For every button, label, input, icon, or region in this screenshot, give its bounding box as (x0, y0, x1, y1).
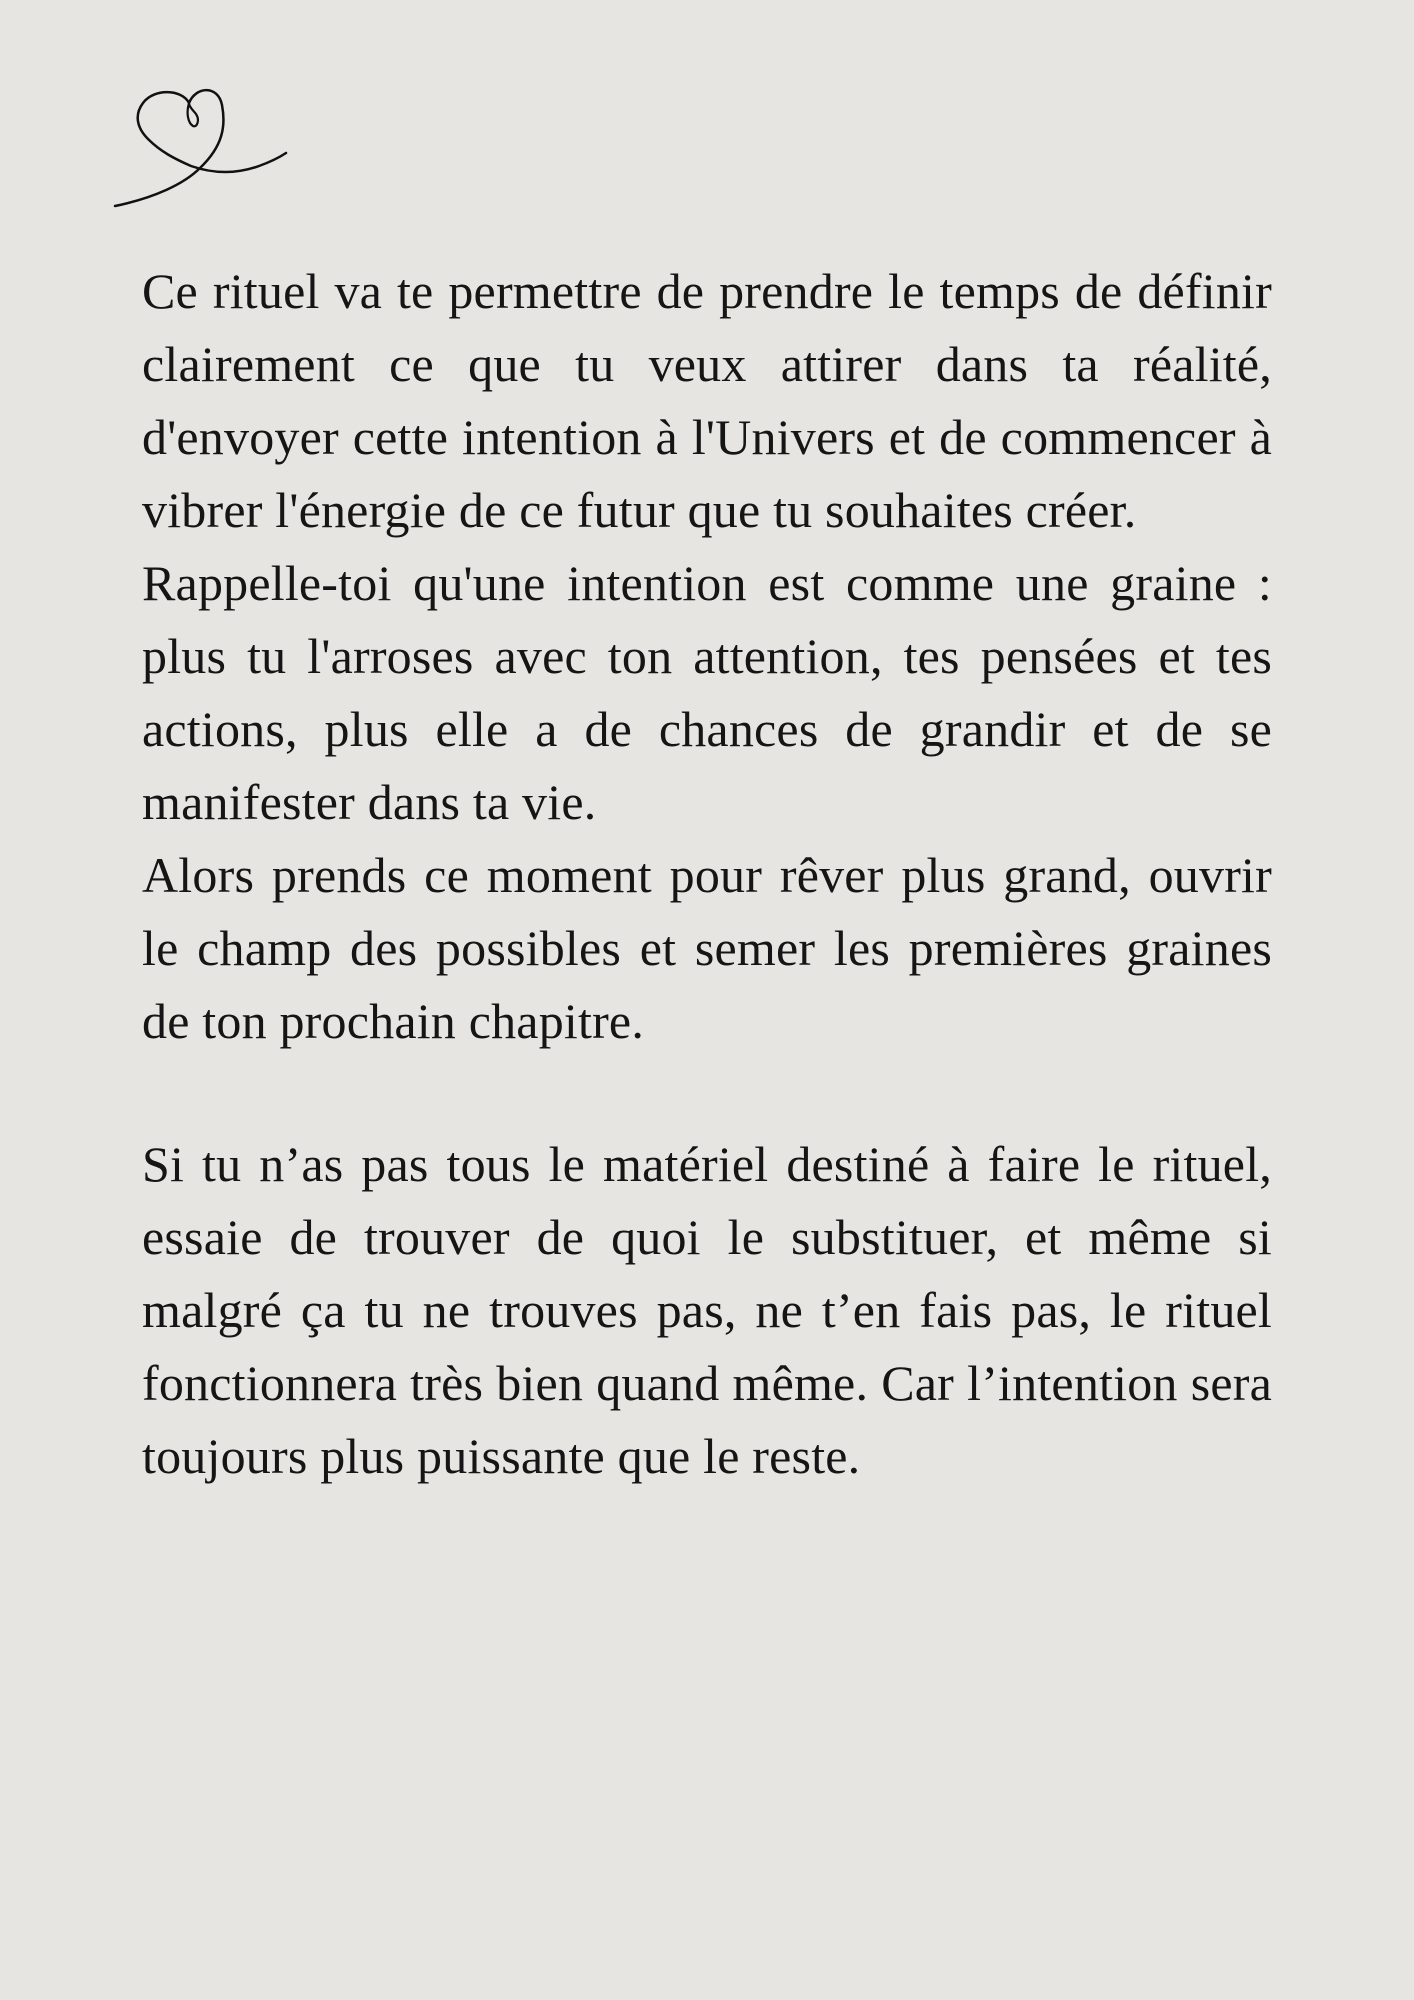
paragraph-seed: Rappelle-toi qu'une intention est comme une graine : plus tu l'arroses avec ton attention, tes pensées et tes actions, plus elle a de chances de grandir et de se manifester dans ta vie. (142, 555, 1272, 830)
ritual-text (142, 255, 1272, 1493)
heart-line-icon (112, 84, 292, 214)
paragraph-intro: Ce rituel va te permettre de prendre le temps de définir clairement ce que tu veux attirer dans ta réalité, d'envoyer cette intention à l'Univers et de commencer à vibrer l'énergie de ce futur que tu souhaites créer. (142, 263, 1272, 538)
paragraph-dream: Alors prends ce moment pour rêver plus grand, ouvrir le champ des possibles et semer les premières graines de ton prochain chapitre. (142, 847, 1272, 1049)
paragraph-spacer (142, 1058, 1272, 1128)
paragraph-material: Si tu n’as pas tous le matériel destiné à faire le rituel, essaie de trouver de quoi le substituer, et même si malgré ça tu ne trouves pas, ne t’en fais pas, le rituel fonctionnera très bien quand même. Car l’intention sera toujours plus puissante que le reste. (142, 1136, 1272, 1484)
